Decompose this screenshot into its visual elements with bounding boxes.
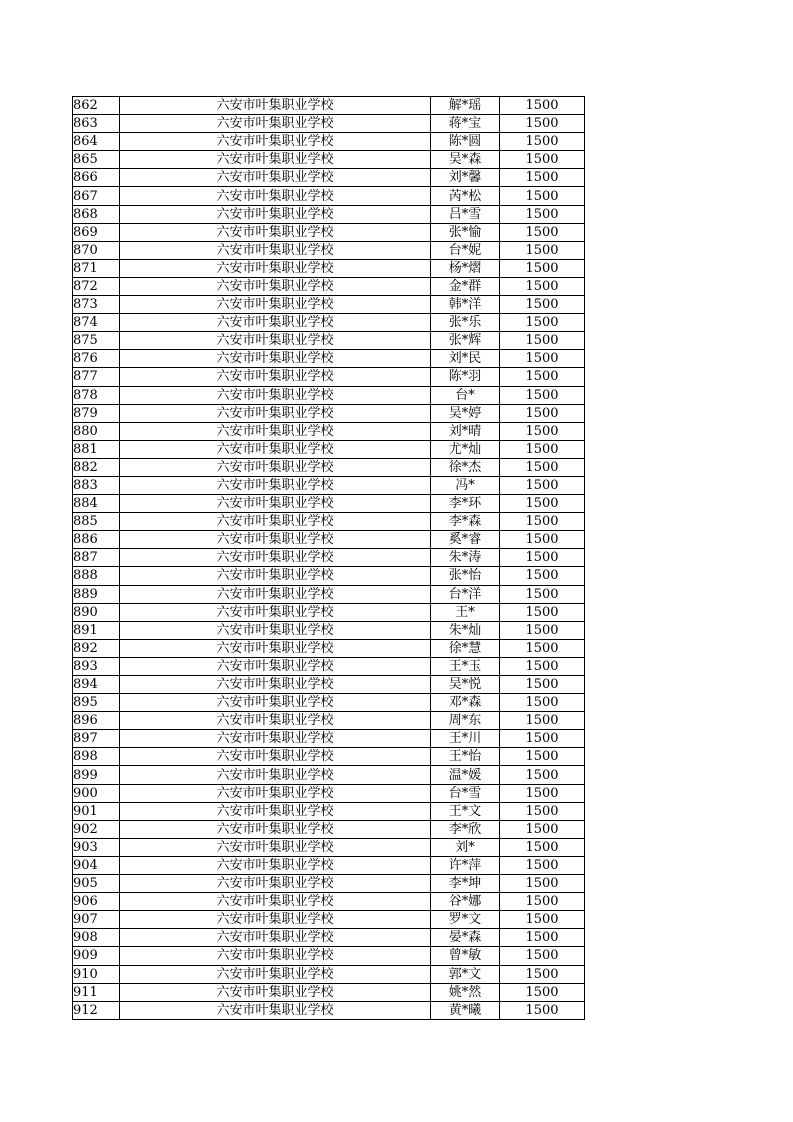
table-row [73,549,585,567]
school-name-cell: 六安市叶集职业学校 [120,929,431,947]
amount-cell: 1500 [500,657,585,675]
school-name-cell: 六安市叶集职业学校 [120,875,431,893]
table-row [73,386,585,404]
table-row [73,802,585,820]
row-number-cell: 897 [73,730,120,748]
amount-cell: 1500 [500,386,585,404]
student-name-cell: 王*川 [431,730,500,748]
school-name-cell: 六安市叶集职业学校 [120,1001,431,1019]
row-number-cell: 888 [73,567,120,585]
table-row [73,350,585,368]
row-number-cell: 880 [73,422,120,440]
school-name-cell: 六安市叶集职业学校 [120,947,431,965]
table-row [73,856,585,874]
student-name-cell: 王* [431,603,500,621]
table-row [73,404,585,422]
table-row [73,766,585,784]
school-name-cell: 六安市叶集职业学校 [120,187,431,205]
row-number-cell: 865 [73,151,120,169]
amount-cell: 1500 [500,549,585,567]
table-row [73,368,585,386]
row-number-cell: 867 [73,187,120,205]
row-number-cell: 906 [73,893,120,911]
school-name-cell: 六安市叶集职业学校 [120,549,431,567]
table-row [73,513,585,531]
student-name-cell: 李*欣 [431,820,500,838]
row-number-cell: 895 [73,694,120,712]
school-name-cell: 六安市叶集职业学校 [120,368,431,386]
table-row [73,531,585,549]
school-name-cell: 六安市叶集职业学校 [120,983,431,1001]
table-row [73,639,585,657]
amount-cell: 1500 [500,712,585,730]
amount-cell: 1500 [500,875,585,893]
row-number-cell: 887 [73,549,120,567]
table-row [73,115,585,133]
table-row [73,983,585,1001]
row-number-cell: 882 [73,458,120,476]
student-name-cell: 李*环 [431,495,500,513]
student-name-cell: 黄*曦 [431,1001,500,1019]
student-name-cell: 谷*娜 [431,893,500,911]
amount-cell: 1500 [500,929,585,947]
student-name-cell: 郭*文 [431,965,500,983]
row-number-cell: 871 [73,259,120,277]
amount-cell: 1500 [500,911,585,929]
student-name-cell: 张*乐 [431,314,500,332]
school-name-cell: 六安市叶集职业学校 [120,748,431,766]
school-name-cell: 六安市叶集职业学校 [120,838,431,856]
row-number-cell: 883 [73,476,120,494]
school-name-cell: 六安市叶集职业学校 [120,386,431,404]
row-number-cell: 890 [73,603,120,621]
school-name-cell: 六安市叶集职业学校 [120,151,431,169]
table-row [73,657,585,675]
school-name-cell: 六安市叶集职业学校 [120,223,431,241]
row-number-cell: 912 [73,1001,120,1019]
student-name-cell: 陈*羽 [431,368,500,386]
amount-cell: 1500 [500,223,585,241]
school-name-cell: 六安市叶集职业学校 [120,856,431,874]
table-row [73,965,585,983]
student-name-cell: 王*文 [431,802,500,820]
school-name-cell: 六安市叶集职业学校 [120,458,431,476]
school-name-cell: 六安市叶集职业学校 [120,115,431,133]
table-row [73,97,585,115]
school-name-cell: 六安市叶集职业学校 [120,531,431,549]
table-row [73,277,585,295]
amount-cell: 1500 [500,567,585,585]
school-name-cell: 六安市叶集职业学校 [120,259,431,277]
student-name-cell: 刘* [431,838,500,856]
row-number-cell: 873 [73,296,120,314]
student-name-cell: 刘*晴 [431,422,500,440]
student-name-cell: 吕*雪 [431,205,500,223]
table-row [73,133,585,151]
amount-cell: 1500 [500,187,585,205]
school-name-cell: 六安市叶集职业学校 [120,241,431,259]
amount-cell: 1500 [500,983,585,1001]
amount-cell: 1500 [500,350,585,368]
student-name-cell: 周*东 [431,712,500,730]
row-number-cell: 899 [73,766,120,784]
table-row [73,332,585,350]
row-number-cell: 903 [73,838,120,856]
row-number-cell: 893 [73,657,120,675]
school-name-cell: 六安市叶集职业学校 [120,332,431,350]
row-number-cell: 905 [73,875,120,893]
student-name-cell: 曾*敏 [431,947,500,965]
row-number-cell: 868 [73,205,120,223]
student-list-table [72,96,585,1020]
amount-cell: 1500 [500,947,585,965]
student-name-cell: 朱*涛 [431,549,500,567]
school-name-cell: 六安市叶集职业学校 [120,404,431,422]
student-name-cell: 金*群 [431,277,500,295]
table-row [73,422,585,440]
student-name-cell: 尤*灿 [431,440,500,458]
school-name-cell: 六安市叶集职业学校 [120,712,431,730]
school-name-cell: 六安市叶集职业学校 [120,314,431,332]
amount-cell: 1500 [500,368,585,386]
row-number-cell: 863 [73,115,120,133]
amount-cell: 1500 [500,495,585,513]
amount-cell: 1500 [500,440,585,458]
school-name-cell: 六安市叶集职业学校 [120,766,431,784]
amount-cell: 1500 [500,133,585,151]
school-name-cell: 六安市叶集职业学校 [120,296,431,314]
student-name-cell: 吴*婷 [431,404,500,422]
amount-cell: 1500 [500,748,585,766]
amount-cell: 1500 [500,422,585,440]
table-row [73,621,585,639]
amount-cell: 1500 [500,115,585,133]
school-name-cell: 六安市叶集职业学校 [120,205,431,223]
amount-cell: 1500 [500,730,585,748]
table-row [73,458,585,476]
row-number-cell: 911 [73,983,120,1001]
school-name-cell: 六安市叶集职业学校 [120,440,431,458]
table-row [73,911,585,929]
row-number-cell: 907 [73,911,120,929]
student-name-cell: 台*妮 [431,241,500,259]
amount-cell: 1500 [500,151,585,169]
school-name-cell: 六安市叶集职业学校 [120,639,431,657]
amount-cell: 1500 [500,766,585,784]
row-number-cell: 875 [73,332,120,350]
student-name-cell: 刘*馨 [431,169,500,187]
table-row [73,151,585,169]
table-row [73,223,585,241]
amount-cell: 1500 [500,458,585,476]
school-name-cell: 六安市叶集职业学校 [120,784,431,802]
student-name-cell: 晏*森 [431,929,500,947]
table-row [73,169,585,187]
student-name-cell: 王*怡 [431,748,500,766]
student-name-cell: 罗*文 [431,911,500,929]
table-row [73,694,585,712]
school-name-cell: 六安市叶集职业学校 [120,965,431,983]
amount-cell: 1500 [500,205,585,223]
student-name-cell: 韩*洋 [431,296,500,314]
amount-cell: 1500 [500,603,585,621]
school-name-cell: 六安市叶集职业学校 [120,802,431,820]
student-name-cell: 许*萍 [431,856,500,874]
amount-cell: 1500 [500,784,585,802]
student-name-cell: 徐*杰 [431,458,500,476]
table-row [73,296,585,314]
table-row [73,748,585,766]
row-number-cell: 881 [73,440,120,458]
table-row [73,820,585,838]
student-name-cell: 解*瑶 [431,97,500,115]
row-number-cell: 870 [73,241,120,259]
row-number-cell: 886 [73,531,120,549]
school-name-cell: 六安市叶集职业学校 [120,730,431,748]
student-name-cell: 姚*然 [431,983,500,1001]
amount-cell: 1500 [500,169,585,187]
amount-cell: 1500 [500,856,585,874]
school-name-cell: 六安市叶集职业学校 [120,820,431,838]
amount-cell: 1500 [500,476,585,494]
school-name-cell: 六安市叶集职业学校 [120,603,431,621]
table-row [73,676,585,694]
student-name-cell: 温*媛 [431,766,500,784]
student-name-cell: 台* [431,386,500,404]
school-name-cell: 六安市叶集职业学校 [120,513,431,531]
table-row [73,187,585,205]
table-row [73,929,585,947]
student-name-cell: 李*坤 [431,875,500,893]
table-row [73,241,585,259]
row-number-cell: 910 [73,965,120,983]
student-name-cell: 李*森 [431,513,500,531]
row-number-cell: 901 [73,802,120,820]
table-row [73,730,585,748]
table-row [73,585,585,603]
student-name-cell: 芮*松 [431,187,500,205]
amount-cell: 1500 [500,531,585,549]
amount-cell: 1500 [500,965,585,983]
row-number-cell: 894 [73,676,120,694]
school-name-cell: 六安市叶集职业学校 [120,422,431,440]
row-number-cell: 884 [73,495,120,513]
amount-cell: 1500 [500,97,585,115]
table-row [73,784,585,802]
student-name-cell: 奚*睿 [431,531,500,549]
table-row [73,603,585,621]
school-name-cell: 六安市叶集职业学校 [120,97,431,115]
row-number-cell: 902 [73,820,120,838]
row-number-cell: 908 [73,929,120,947]
row-number-cell: 904 [73,856,120,874]
row-number-cell: 862 [73,97,120,115]
school-name-cell: 六安市叶集职业学校 [120,169,431,187]
student-name-cell: 冯* [431,476,500,494]
amount-cell: 1500 [500,838,585,856]
row-number-cell: 898 [73,748,120,766]
amount-cell: 1500 [500,694,585,712]
row-number-cell: 892 [73,639,120,657]
row-number-cell: 891 [73,621,120,639]
row-number-cell: 909 [73,947,120,965]
row-number-cell: 866 [73,169,120,187]
student-name-cell: 朱*灿 [431,621,500,639]
student-name-cell: 邓*森 [431,694,500,712]
table-row [73,1001,585,1019]
row-number-cell: 885 [73,513,120,531]
amount-cell: 1500 [500,676,585,694]
amount-cell: 1500 [500,259,585,277]
school-name-cell: 六安市叶集职业学校 [120,694,431,712]
student-name-cell: 张*愉 [431,223,500,241]
table-row [73,495,585,513]
table-row [73,893,585,911]
school-name-cell: 六安市叶集职业学校 [120,893,431,911]
amount-cell: 1500 [500,585,585,603]
row-number-cell: 896 [73,712,120,730]
table-row [73,205,585,223]
amount-cell: 1500 [500,404,585,422]
table-row [73,440,585,458]
school-name-cell: 六安市叶集职业学校 [120,657,431,675]
amount-cell: 1500 [500,513,585,531]
amount-cell: 1500 [500,621,585,639]
school-name-cell: 六安市叶集职业学校 [120,495,431,513]
table-row [73,712,585,730]
school-name-cell: 六安市叶集职业学校 [120,585,431,603]
school-name-cell: 六安市叶集职业学校 [120,133,431,151]
amount-cell: 1500 [500,820,585,838]
school-name-cell: 六安市叶集职业学校 [120,621,431,639]
row-number-cell: 874 [73,314,120,332]
row-number-cell: 864 [73,133,120,151]
row-number-cell: 878 [73,386,120,404]
table-row [73,314,585,332]
amount-cell: 1500 [500,802,585,820]
row-number-cell: 872 [73,277,120,295]
school-name-cell: 六安市叶集职业学校 [120,911,431,929]
amount-cell: 1500 [500,296,585,314]
table-row [73,838,585,856]
student-name-cell: 吴*悦 [431,676,500,694]
row-number-cell: 900 [73,784,120,802]
amount-cell: 1500 [500,893,585,911]
student-name-cell: 刘*民 [431,350,500,368]
table-row [73,476,585,494]
amount-cell: 1500 [500,1001,585,1019]
school-name-cell: 六安市叶集职业学校 [120,277,431,295]
school-name-cell: 六安市叶集职业学校 [120,567,431,585]
school-name-cell: 六安市叶集职业学校 [120,350,431,368]
table-row [73,567,585,585]
row-number-cell: 877 [73,368,120,386]
student-name-cell: 陈*圆 [431,133,500,151]
amount-cell: 1500 [500,314,585,332]
row-number-cell: 889 [73,585,120,603]
table-body [73,97,585,1020]
student-name-cell: 徐*慧 [431,639,500,657]
student-name-cell: 张*辉 [431,332,500,350]
student-name-cell: 蒋*宝 [431,115,500,133]
table-row [73,947,585,965]
school-name-cell: 六安市叶集职业学校 [120,676,431,694]
row-number-cell: 869 [73,223,120,241]
student-name-cell: 杨*熠 [431,259,500,277]
row-number-cell: 879 [73,404,120,422]
amount-cell: 1500 [500,332,585,350]
student-name-cell: 台*雪 [431,784,500,802]
student-name-cell: 张*怡 [431,567,500,585]
student-name-cell: 台*洋 [431,585,500,603]
school-name-cell: 六安市叶集职业学校 [120,476,431,494]
table-row [73,259,585,277]
amount-cell: 1500 [500,241,585,259]
amount-cell: 1500 [500,639,585,657]
student-name-cell: 吴*森 [431,151,500,169]
student-name-cell: 王*玉 [431,657,500,675]
amount-cell: 1500 [500,277,585,295]
row-number-cell: 876 [73,350,120,368]
table-row [73,875,585,893]
